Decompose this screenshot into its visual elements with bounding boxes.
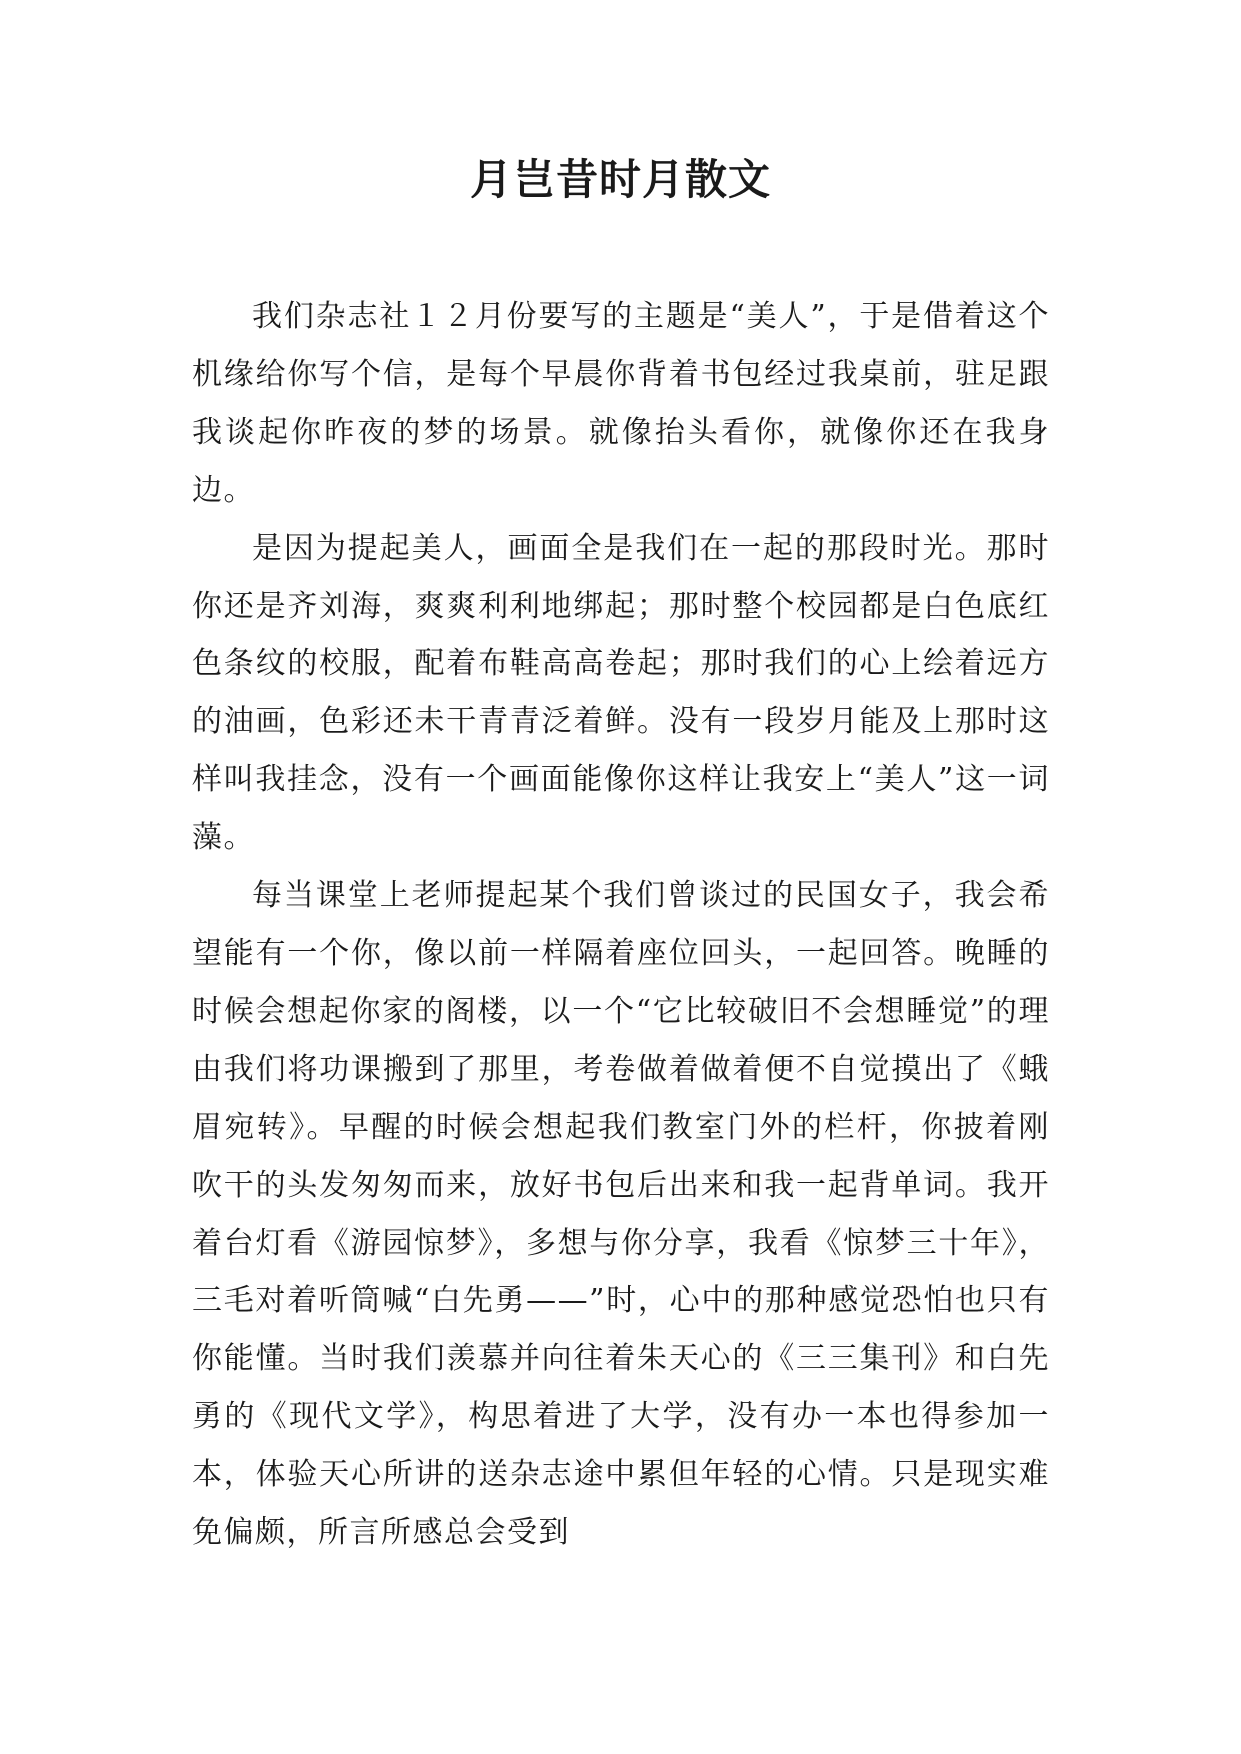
paragraph-2: 是因为提起美人，画面全是我们在一起的那段时光。那时你还是齐刘海，爽爽利利地绑起；那时整个校园都是白色底红色条纹的校服，配着布鞋高高卷起；那时我们的心上绘着远方的油画，色彩还未干青青泛着鲜。没有一段岁月能及上那时这样叫我挂念，没有一个画面能像你这样让我安上“美人”这一词藻。 [192,530,1050,856]
document-title: 月岂昔时月散文 [469,155,771,204]
document-body [192,288,1050,1562]
paragraph-1: 我们杂志社１２月份要写的主题是“美人”，于是借着这个机缘给你写个信，是每个早晨你背着书包经过我桌前，驻足跟我谈起你昨夜的梦的场景。就像抬头看你，就像你还在我身边。 [192,299,1050,508]
paragraph-3: 每当课堂上老师提起某个我们曾谈过的民国女子，我会希望能有一个你，像以前一样隔着座位回头，一起回答。晚睡的时候会想起你家的阁楼，以一个“它比较破旧不会想睡觉”的理由我们将功课搬到了那里，考卷做着做着便不自觉摸出了《蛾眉宛转》。早醒的时候会想起我们教室门外的栏杆，你披着刚吹干的头发匆匆而来，放好书包后出来和我一起背单词。我开着台灯看《游园惊梦》，多想与你分享，我看《惊梦三十年》，三毛对着听筒喊“白先勇——”时，心中的那种感觉恐怕也只有你能懂。当时我们羡慕并向往着朱天心的《三三集刊》和白先勇的《现代文学》，构思着进了大学，没有办一本也得参加一本，体验天心所讲的送杂志途中累但年轻的心情。只是现实难免偏颇，所言所感总会受到 [192,878,1050,1551]
